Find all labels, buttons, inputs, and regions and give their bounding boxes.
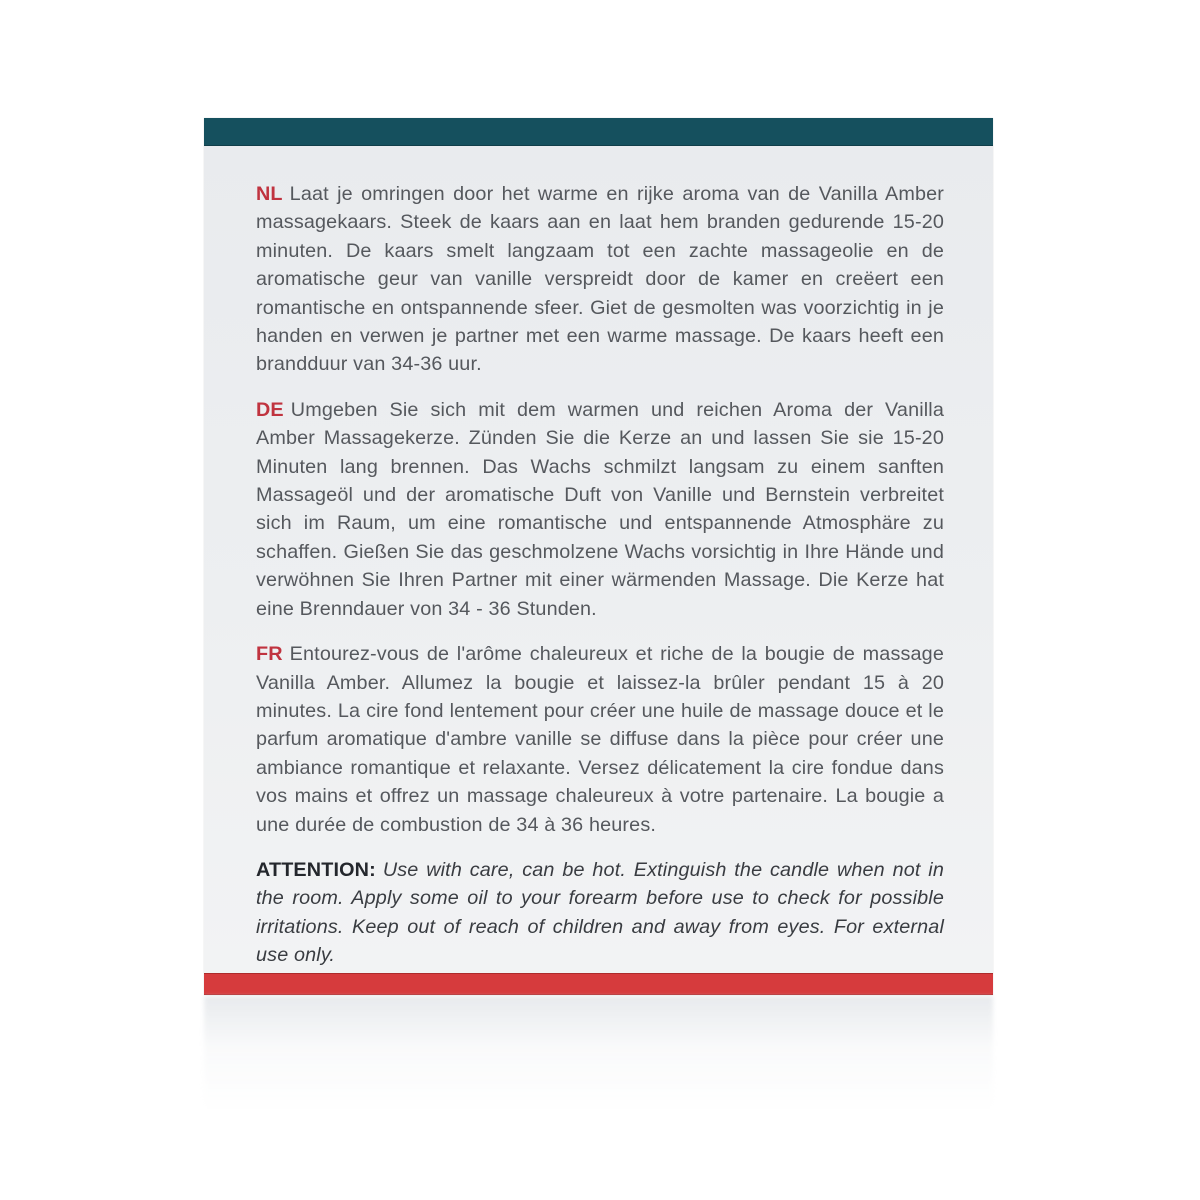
paragraph-de-text: Umgeben Sie sich mit dem warmen und reichen Aroma der Vanilla Amber Massagekerze. Zünden Sie die Kerze an und lassen Sie sie 15-20 Minuten lang brennen. Das Wachs schmilzt langsam zu einem sanften Massageöl und der aromatische Duft von Vanille und Bernstein verbreitet sich im Raum, um eine romantische und entspannende Atmosphäre zu schaffen. Gießen Sie das geschmolzene Wachs vorsichtig in Ihre Hände und verwöhnen Sie Ihren Partner mit einer wärmenden Massage. Die Kerze hat eine Brenndauer von 34 - 36 Stunden. [256,398,944,620]
paragraph-nl [256,180,944,379]
paragraph-fr [256,640,944,839]
attention-text: Use with care, can be hot. Extinguish the candle when not in the room. Apply some oil to your forearm before use to check for possible irritations. Keep out of reach of children and away from eyes. For external use only. [256,858,944,967]
bottom-color-bar [204,973,993,995]
lang-label-de: DE [256,398,284,421]
paragraph-nl-text: Laat je omringen door het warme en rijke aroma van de Vanilla Amber massagekaars. Steek de kaars aan en laat hem branden gedurende 15-20 minuten. De kaars smelt langzaam tot een zachte massageolie en de aromatische geur van vanille verspreidt door de kamer en creëert een romantische en ontspannende sfeer. Giet de gesmolten was voorzichtig in je handen en verwen je partner met een warme massage. De kaars heeft een brandduur van 34-36 uur. [256,183,944,376]
product-label [204,118,993,995]
paragraph-fr-text: Entourez-vous de l'arôme chaleureux et riche de la bougie de massage Vanilla Amber. Allumez la bougie et laissez-la brûler pendant 15 à 20 minutes. La cire fond lentement pour créer une huile de massage douce et le parfum aromatique d'ambre vanille se diffuse dans la pièce pour créer une ambiance romantique et relaxante. Versez délicatement la cire fondue dans vos mains et offrez un massage chaleureux à votre partenaire. La bougie a une durée de combustion de 34 à 36 heures. [256,643,944,836]
top-color-bar [204,118,993,146]
paragraph-de [256,396,944,623]
lang-label-fr: FR [256,643,283,666]
label-reflection [204,996,993,1111]
label-body [204,146,993,973]
attention-paragraph [256,856,944,970]
lang-label-nl: NL [256,183,283,205]
attention-label: ATTENTION: [256,858,376,881]
